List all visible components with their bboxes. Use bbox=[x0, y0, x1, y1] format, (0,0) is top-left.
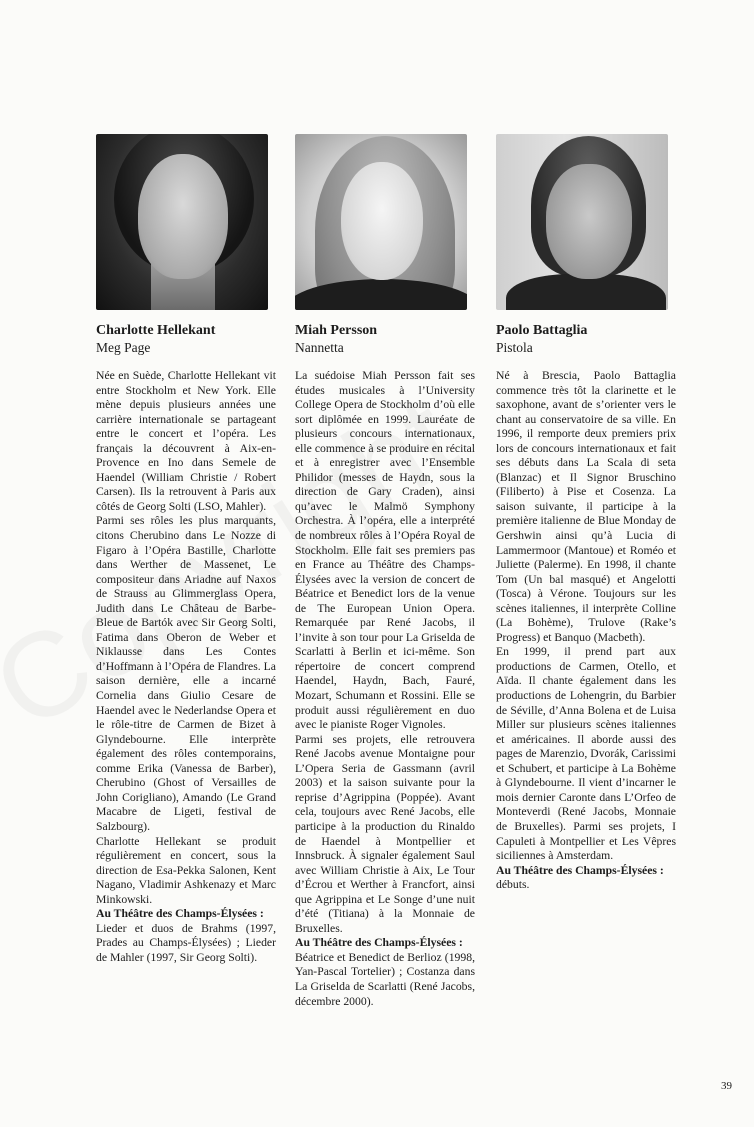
theatre-text: Béatrice et Benedict de Berlioz (1998, Yan-Pascal Tortelier) ; Costanza dans La Griselda de Scarlatti (René Jacobs, décembre 2000). bbox=[295, 950, 475, 1008]
artist-biography bbox=[96, 369, 276, 965]
theatre-label: Au Théâtre des Champs-Élysées : bbox=[295, 936, 463, 950]
artist-biography bbox=[496, 369, 676, 893]
artist-name: Miah Persson bbox=[295, 323, 378, 338]
theatre-text: Lieder et duos de Brahms (1997, Prades au Champs-Élysées) ; Lieder de Mahler (1997, Sir Georg Solti). bbox=[96, 921, 276, 964]
theatre-label: Au Théâtre des Champs-Élysées : bbox=[496, 863, 664, 877]
artist-column-1 bbox=[96, 134, 276, 965]
artist-biography bbox=[295, 369, 475, 1009]
portrait-photo-paolo-battaglia bbox=[496, 134, 668, 310]
artist-role: Pistola bbox=[496, 340, 533, 355]
artist-role: Meg Page bbox=[96, 340, 151, 355]
portrait-photo-charlotte-hellekant bbox=[96, 134, 268, 310]
bio-paragraph: Charlotte Hellekant se produit régulièrement en concert, sous la direction de Esa-Pekka Salonen, Kent Nagano, Vladimir Ashkenazy et Marc Minkowski. bbox=[96, 834, 276, 906]
artist-name: Charlotte Hellekant bbox=[96, 323, 216, 338]
bio-paragraph: Parmi ses projets, elle retrouvera René Jacobs avenue Montaigne pour L’Opera Seria de Gassmann (avril 2003) et la saison suivante pour la reprise d’Agrippina (Poppée). Avant cela, toujours avec René Jacobs, elle participe à la production du Rinaldo de Haendel à Montpellier et Innsbruck. À signaler également Saul avec William Christie à Aix, Le Tour d’Écrou et Werther à Francfort, ainsi que Agrippina et Le Songe d’une nuit d’été (Titiana) à la Monnaie de Bruxelles. bbox=[295, 732, 475, 935]
theatre-text: débuts. bbox=[496, 878, 530, 892]
page-number: 39 bbox=[721, 1080, 732, 1092]
artist-name: Paolo Battaglia bbox=[496, 323, 588, 338]
bio-paragraph: En 1999, il prend part aux productions de Carmen, Otello, et Aïda. Il chante également dans les productions de Lohengrin, du Barbier de Séville, d’Anna Bolena et de Luisa Miller sur plusieurs scènes italiennes et américaines. Il aborde aussi des pages de Marenzio, Dvorák, Carissimi et Schubert, et participe à La Bohème à Glyndebourne. Il vient d’incarner le mois dernier Caronte dans L’Orfeo de Monteverdi (René Jacobs, Monnaie de Bruxelles). Parmi ses projets, I Capuleti à Montpellier et Les Vêpres siciliennes à Amsterdam. bbox=[496, 645, 676, 863]
artist-column-2 bbox=[295, 134, 475, 1009]
theatre-label: Au Théâtre des Champs-Élysées : bbox=[96, 907, 264, 921]
portrait-photo-miah-persson bbox=[295, 134, 467, 310]
bio-paragraph: Né à Brescia, Paolo Battaglia commence très tôt la clarinette et le saxophone, avant de s’orienter vers le chant au conservatoire de sa ville. En 1996, il remporte deux premiers prix lors de concours internationaux et fait ses débuts dans La Scala di seta (Blanzac) et Il Signor Bruschino (Filiberto) à Pise et Cosenza. La saison suivante, il participe à la première italienne de Blue Monday de Gershwin ainsi qu’à Lucia di Lammermoor (Mantoue) et Roméo et Juliette (Palerme). En 1998, il chante Tom (Un bal masqué) et Angelotti (Tosca) à Vérone. Toujours sur les scènes italiennes, il interprète Colline (La Bohème), Trulove (Rake’s Progress) et Banquo (Macbeth). bbox=[496, 369, 676, 644]
bio-paragraph: Parmi ses rôles les plus marquants, citons Cherubino dans Le Nozze di Figaro à l’Opéra Bastille, Charlotte dans Werther de Massenet, Le compositeur dans Ariadne auf Naxos de Strauss au Glimmerglass Opera, Judith dans Le Château de Barbe-Bleue de Bartók avec Sir Georg Solti, Fatima dans Oberon de Weber et Niklausse dans Les Contes d’Hoffmann à l’Opéra de Flandres. La saison dernière, elle a incarné Cornelia dans Giulio Cesare de Haendel avec le Nederlandse Opera et le rôle-titre de Carmen de Bizet à Glyndebourne. Elle interprète également des rôles contemporains, comme Erika (Vanessa de Barber), Cherubino (Ghost of Versailles de John Corigliano), Amando (Le Grand Macabre de Ligeti, festival de Salzbourg). bbox=[96, 514, 276, 833]
bio-paragraph: Née en Suède, Charlotte Hellekant vit entre Stockholm et New York. Elle mène depuis plusieurs années une carrière internationale se partageant entre le concert et l’opéra. Les français la découvrent à Aix-en-Provence en Ino dans Semele de Haendel (William Christie / Robert Carsen). Ils la retrouvent à Paris aux côtés de Georg Solti (LSO, Mahler). bbox=[96, 369, 276, 513]
bio-paragraph: La suédoise Miah Persson fait ses études musicales à l’University College Opera de Stockholm d’où elle sort diplômée en 1999. Lauréate de plusieurs concours internationaux, elle commence à se produire en récital et à enregistrer avec l’Ensemble Philidor (messes de Haydn, sous la direction de Gary Craden), ainsi qu’avec le Malmö Symphony Orchestra. À l’opéra, elle a interprété de nombreux rôles à l’Opéra Royal de Stockholm. Elle fait ses premiers pas en France au Théâtre des Champs-Élysées avec la version de concert de Béatrice et Benedict lors de la venue de The European Union Opera. Remarquée par René Jacobs, il l’invite à son tour pour La Griselda de Scarlatti à Berlin et ici-même. Son répertoire de concert comprend Haendel, Haydn, Bach, Fauré, Mozart, Schumann et Rossini. Elle se produit aussi régulièrement en duo avec le pianiste Roger Vignoles. bbox=[295, 369, 475, 732]
artist-column-3 bbox=[496, 134, 676, 893]
artist-role: Nannetta bbox=[295, 340, 344, 355]
